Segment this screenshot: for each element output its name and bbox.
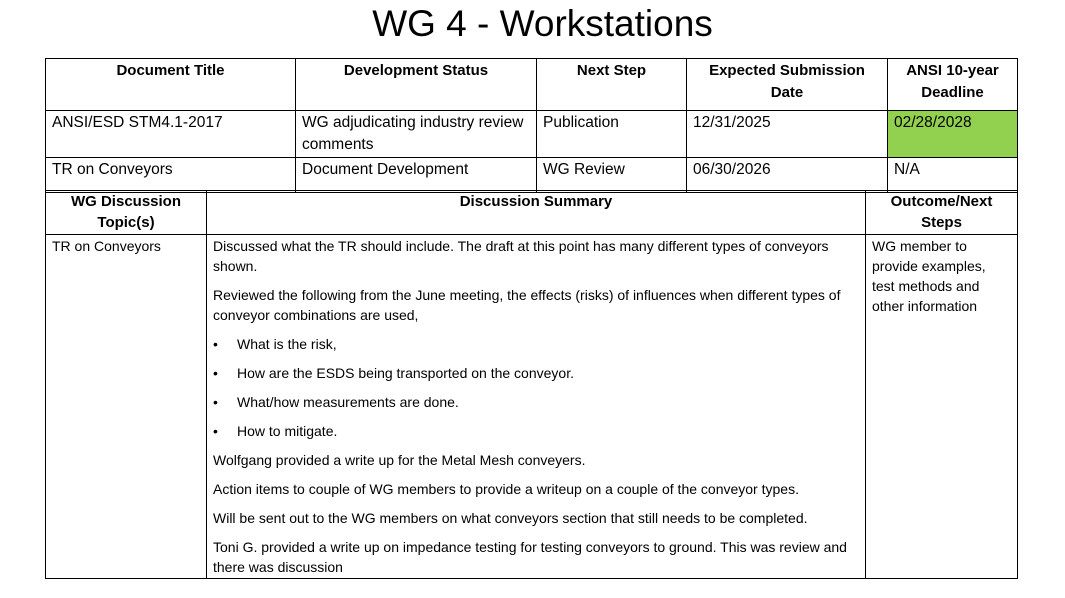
- summary-paragraph: Action items to couple of WG members to provide a writeup on a couple of the conveyor types.: [213, 481, 799, 497]
- list-item-text: How are the ESDS being transported on the conveyor.: [237, 365, 574, 381]
- cell-next-step: WG Review: [537, 158, 687, 193]
- list-item: [213, 334, 859, 354]
- list-item: [213, 421, 859, 441]
- header-expected-submission-date: Expected Submission Date: [687, 59, 888, 111]
- list-item: [213, 392, 859, 412]
- summary-paragraph: Will be sent out to the WG members on what conveyors section that still needs to be completed.: [213, 510, 808, 526]
- page-title: WG 4 - Workstations: [372, 3, 713, 44]
- summary-paragraph: Reviewed the following from the June meeting, the effects (risks) of influences when different types of conveyor combinations are used,: [213, 287, 841, 323]
- header-development-status: Development Status: [296, 59, 537, 111]
- header-discussion-summary: Discussion Summary: [207, 191, 866, 235]
- cell-deadline-highlighted: 02/28/2028: [888, 111, 1018, 158]
- cell-document-title: TR on Conveyors: [46, 158, 296, 193]
- table-row: [46, 235, 1018, 579]
- cell-deadline: N/A: [888, 158, 1018, 193]
- list-item-text: What is the risk,: [237, 336, 337, 352]
- cell-submission-date: 06/30/2026: [687, 158, 888, 193]
- table-row: [46, 158, 1018, 193]
- bullet-icon: •: [213, 423, 218, 439]
- discussion-table: [45, 190, 1018, 579]
- summary-paragraph: Wolfgang provided a write up for the Metal Mesh conveyers.: [213, 452, 586, 468]
- list-item-text: How to mitigate.: [237, 423, 338, 439]
- cell-development-status: Document Development: [296, 158, 537, 193]
- list-item-text: What/how measurements are done.: [237, 394, 459, 410]
- cell-document-title: ANSI/ESD STM4.1-2017: [46, 111, 296, 158]
- summary-paragraph: Toni G. provided a write up on impedance testing for testing conveyors to ground. This was review and there was discussion: [213, 539, 847, 575]
- bullet-icon: •: [213, 394, 218, 410]
- header-document-title: Document Title: [46, 59, 296, 111]
- cell-development-status: WG adjudicating industry review comments: [296, 111, 537, 158]
- bullet-icon: •: [213, 365, 218, 381]
- header-outcome: Outcome/Next Steps: [866, 191, 1018, 235]
- header-next-step: Next Step: [537, 59, 687, 111]
- cell-outcome: WG member to provide examples, test methods and other information: [866, 235, 1018, 579]
- status-table: [45, 58, 1018, 193]
- cell-next-step: Publication: [537, 111, 687, 158]
- cell-topic: TR on Conveyors: [46, 235, 207, 579]
- table-row: [46, 111, 1018, 158]
- cell-summary: [207, 235, 866, 579]
- bullet-icon: •: [213, 336, 218, 352]
- header-ansi-deadline: ANSI 10-year Deadline: [888, 59, 1018, 111]
- summary-paragraph: Discussed what the TR should include. The draft at this point has many different types of conveyors shown.: [213, 238, 829, 274]
- header-discussion-topic: WG Discussion Topic(s): [46, 191, 207, 235]
- list-item: [213, 363, 859, 383]
- cell-submission-date: 12/31/2025: [687, 111, 888, 158]
